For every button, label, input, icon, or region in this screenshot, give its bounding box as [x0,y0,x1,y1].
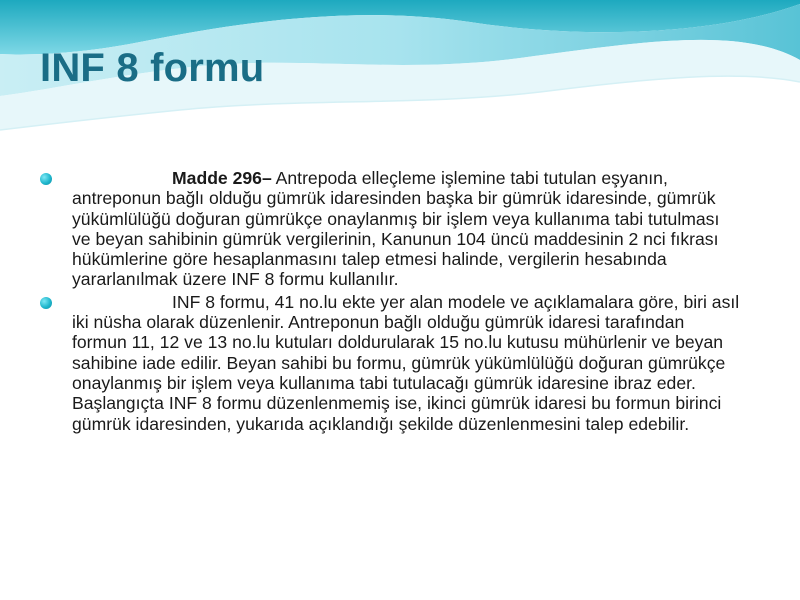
bullet-dot-icon [40,173,52,185]
bullet-item [40,292,740,434]
bullet-dot-icon [40,297,52,309]
bullet-text [72,292,740,434]
bullet-text [72,168,740,290]
bullet-body: INF 8 formu, 41 no.lu ekte yer alan modele ve açıklamalara göre, biri asıl iki nüsha olarak düzenlenir. Antreponun bağlı olduğu gümrük idaresi tarafından formun 11, 12 ve 13 no.lu kutuları doldurularak 15 no.lu kutusu mühürlenir ve beyan sahibine iade edilir. Beyan sahibi bu formu, gümrük yükümlülüğü doğuran gümrükçe onaylanmış bir işlem veya kullanıma tabi tutulacağı gümrük idaresine ibraz eder. Başlangıçta INF 8 formu düzenlenmemiş ise, ikinci gümrük idaresi bu formun birinci gümrük idaresinden, yukarıda açıklandığı şekilde düzenlenmesini talep edebilir. [72,291,740,434]
bullet-body: Antrepoda elleçleme işlemine tabi tutulan eşyanın, antreponun bağlı olduğu gümrük idaresinden başka bir gümrük idaresinde, gümrük yükümlülüğü doğuran gümrükçe onaylanmış bir işlem veya kullanıma tabi tutulması ve beyan sahibinin gümrük vergilerinin, Kanunun 104 üncü maddesinin 2 nci fıkrası hükümlerine göre hesaplanmasını talep etmesi halinde, vergilerin hesabında yararlanılmak üzere INF 8 formu kullanılır. [72,168,720,290]
slide-title: INF 8 formu [40,46,265,90]
bullet-item [40,168,740,290]
article-reference: Madde 296– [172,168,272,188]
bullet-list [40,168,740,436]
